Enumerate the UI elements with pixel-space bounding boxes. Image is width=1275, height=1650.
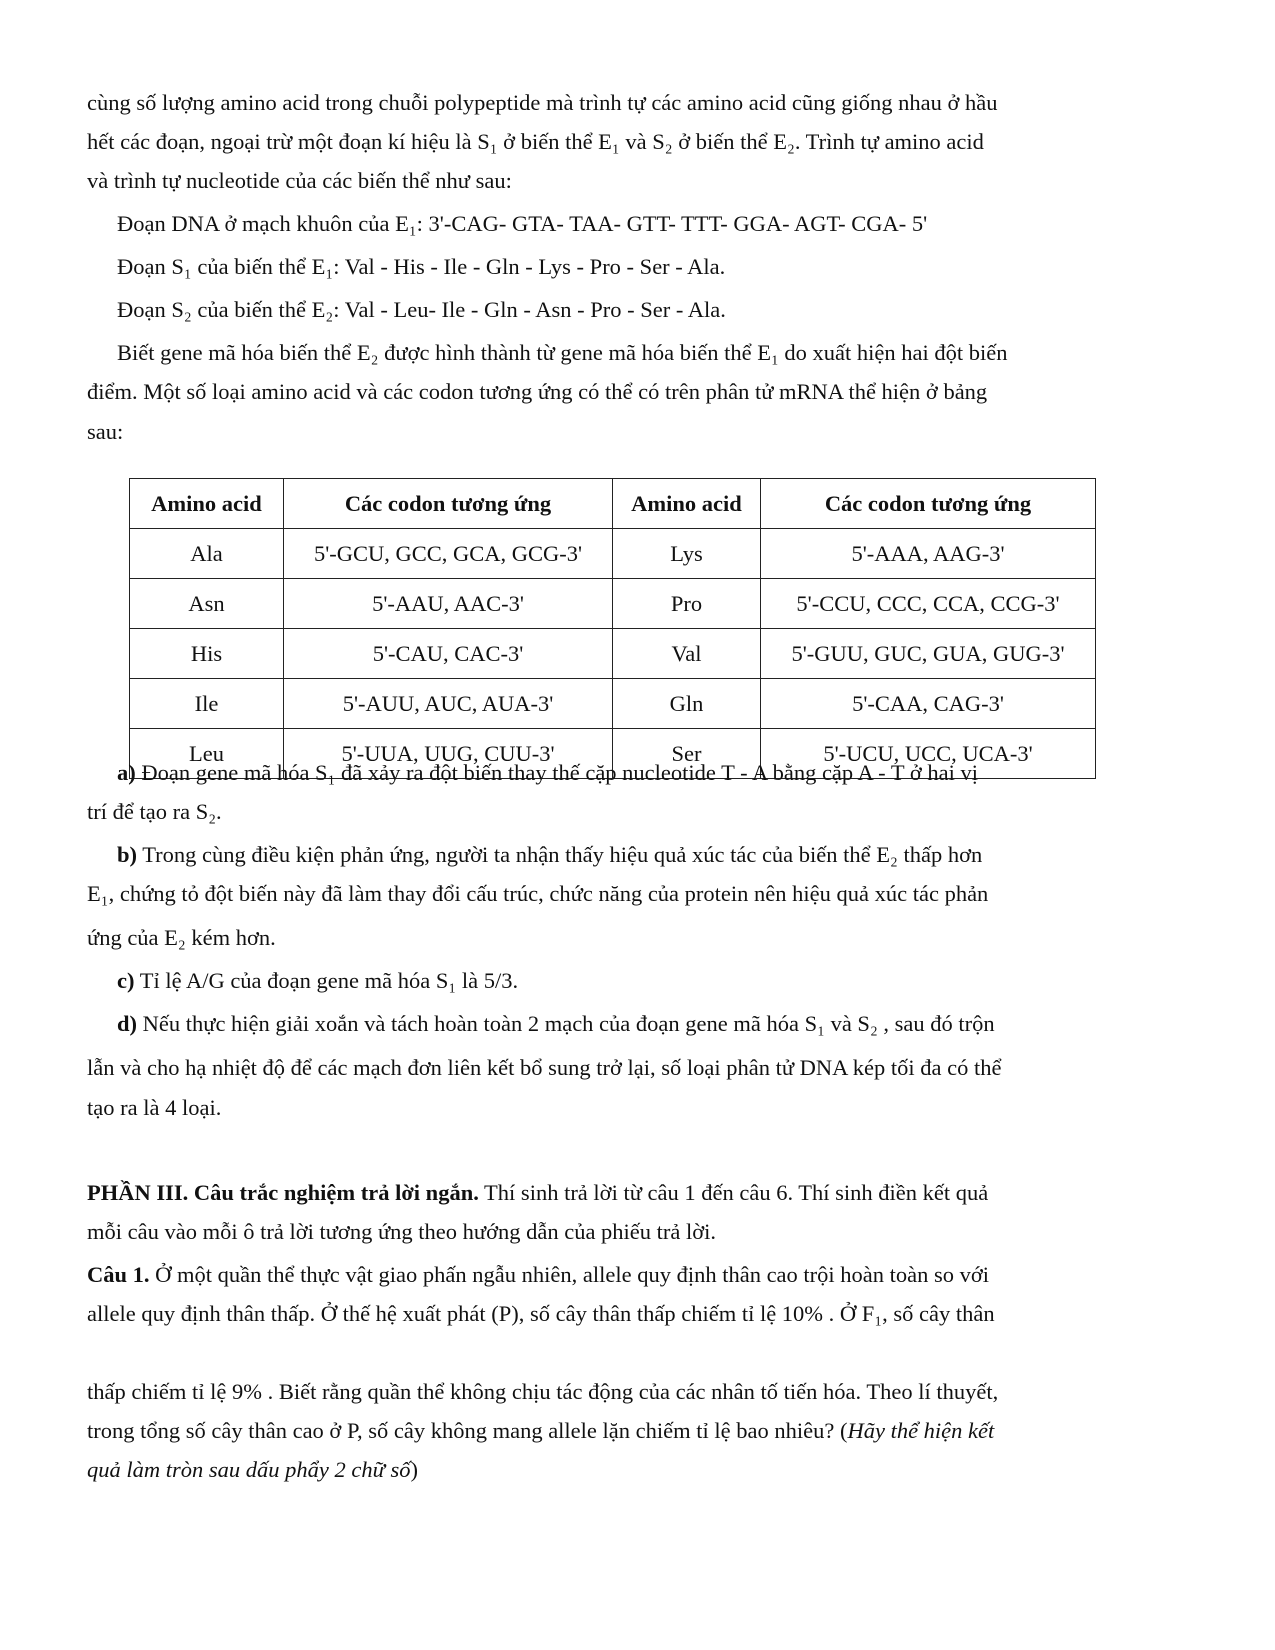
table-cell: Asn [130, 579, 284, 629]
table-header: Các codon tương ứng [284, 479, 613, 529]
table-cell: 5'-GCU, GCC, GCA, GCG-3' [284, 529, 613, 579]
question-1-line-3: thấp chiếm tỉ lệ 9% . Biết rằng quần thể không chịu tác động của các nhân tố tiến hóa. Theo lí thuyết, [87, 1379, 999, 1404]
intro-line-3: và trình tự nucleotide của các biến thể như sau: [87, 168, 512, 193]
table-header: Amino acid [130, 479, 284, 529]
table-cell: 5'-AAU, AAC-3' [284, 579, 613, 629]
part3-title: PHẦN III. Câu trắc nghiệm trả lời ngắn. [87, 1180, 479, 1205]
table-cell: Gln [613, 679, 761, 729]
table-cell: 5'-CAA, CAG-3' [761, 679, 1096, 729]
question-1-hint: Hãy thể hiện kết [847, 1418, 995, 1443]
question-1-hint-cont: quả làm tròn sau dấu phẩy 2 chữ số [87, 1457, 411, 1482]
table-row [130, 579, 1096, 629]
statement-d [117, 1013, 995, 1036]
question-1-close-paren: ) [410, 1457, 419, 1482]
context-line-2: điểm. Một số loại amino acid và các codon tương ứng có thể có trên phân tử mRNA thể hiện ở bảng [87, 379, 988, 404]
statement-b-label: b) [117, 842, 138, 867]
statement-b-line-3: ứng của E₂ kém hơn. [87, 925, 276, 950]
statement-d-label: d) [117, 1011, 138, 1036]
statement-c-label: c) [117, 968, 135, 993]
table-cell: 5'-GUU, GUC, GUA, GUG-3' [761, 629, 1096, 679]
question-1-label: Câu 1. [87, 1262, 150, 1287]
table-cell: Leu [130, 729, 284, 779]
table-cell: His [130, 629, 284, 679]
table-cell: Lys [613, 529, 761, 579]
table-cell: Pro [613, 579, 761, 629]
question-1-line-4-text: trong tổng số cây thân cao ở P, số cây không mang allele lặn chiếm tỉ lệ bao nhiêu? ( [87, 1418, 848, 1443]
question-1 [87, 1264, 989, 1287]
table-row [130, 629, 1096, 679]
statement-d-line-3: tạo ra là 4 loại. [87, 1095, 222, 1120]
intro-line-2: hết các đoạn, ngoại trừ một đoạn kí hiệu là S₁ ở biến thể E₁ và S₂ ở biến thể E₂. Trình tự amino acid [87, 129, 984, 154]
question-1-line-2: allele quy định thân thấp. Ở thế hệ xuất phát (P), số cây thân thấp chiếm tỉ lệ 10% . Ở F₁, số cây thân [87, 1301, 995, 1326]
statement-b-line-2: E₁, chứng tỏ đột biến này đã làm thay đổi cấu trúc, chức năng của protein nên hiệu quả xúc tác phản [87, 881, 989, 906]
statement-c [117, 970, 518, 993]
part3-heading [87, 1182, 988, 1205]
table-cell: Ser [613, 729, 761, 779]
table-cell: 5'-UCU, UCC, UCA-3' [761, 729, 1096, 779]
table-cell: 5'-CCU, CCC, CCA, CCG-3' [761, 579, 1096, 629]
statement-d-line-2: lẫn và cho hạ nhiệt độ để các mạch đơn liên kết bổ sung trở lại, số loại phân tử DNA kép tối đa có thể [87, 1055, 1002, 1080]
s2-sequence: Đoạn S₂ của biến thể E₂: Val - Leu- Ile - Gln - Asn - Pro - Ser - Ala. [117, 297, 726, 322]
table-cell: 5'-AAA, AAG-3' [761, 529, 1096, 579]
table-row [130, 529, 1096, 579]
table-cell: Val [613, 629, 761, 679]
statement-a [117, 762, 978, 785]
table-header: Các codon tương ứng [761, 479, 1096, 529]
statement-a-text: Đoạn gene mã hóa S₁ đã xảy ra đột biến thay thế cặp nucleotide T - A bằng cặp A - T ở hai vị [141, 760, 978, 785]
table-cell: 5'-AUU, AUC, AUA-3' [284, 679, 613, 729]
statement-a-line-2: trí để tạo ra S₂. [87, 799, 222, 824]
codon-table [129, 478, 1096, 779]
dna-sequence: Đoạn DNA ở mạch khuôn của E₁: 3'-CAG- GTA- TAA- GTT- TTT- GGA- AGT- CGA- 5' [117, 211, 928, 236]
question-1-line-4 [87, 1420, 994, 1443]
table-header: Amino acid [613, 479, 761, 529]
statement-c-text: Tỉ lệ A/G của đoạn gene mã hóa S₁ là 5/3. [139, 968, 519, 993]
statement-b [117, 844, 982, 867]
statement-d-text: Nếu thực hiện giải xoắn và tách hoàn toàn 2 mạch của đoạn gene mã hóa S₁ và S₂ , sau đó trộn [142, 1011, 995, 1036]
table-row [130, 679, 1096, 729]
s1-sequence: Đoạn S₁ của biến thể E₁: Val - His - Ile - Gln - Lys - Pro - Ser - Ala. [117, 254, 726, 279]
question-1-line-5 [87, 1459, 418, 1482]
table-header-row [130, 479, 1096, 529]
part3-line-2: mỗi câu vào mỗi ô trả lời tương ứng theo hướng dẫn của phiếu trả lời. [87, 1219, 717, 1244]
intro-line-1: cùng số lượng amino acid trong chuỗi polypeptide mà trình tự các amino acid cũng giống nhau ở hầu [87, 90, 998, 115]
part3-instruction: Thí sinh trả lời từ câu 1 đến câu 6. Thí sinh điền kết quả [478, 1180, 989, 1205]
statement-b-text: Trong cùng điều kiện phản ứng, người ta nhận thấy hiệu quả xúc tác của biến thể E₂ thấp hơn [142, 842, 983, 867]
question-1-text: Ở một quần thể thực vật giao phấn ngẫu nhiên, allele quy định thân cao trội hoàn toàn so với [149, 1262, 990, 1287]
table-cell: 5'-UUA, UUG, CUU-3' [284, 729, 613, 779]
table-cell: Ile [130, 679, 284, 729]
context-line-3: sau: [87, 419, 124, 444]
table-cell: 5'-CAU, CAC-3' [284, 629, 613, 679]
statement-a-label: a) [117, 760, 136, 785]
table-cell: Ala [130, 529, 284, 579]
context-line-1: Biết gene mã hóa biến thể E₂ được hình thành từ gene mã hóa biến thể E₁ do xuất hiện hai đột biến [117, 340, 1008, 365]
